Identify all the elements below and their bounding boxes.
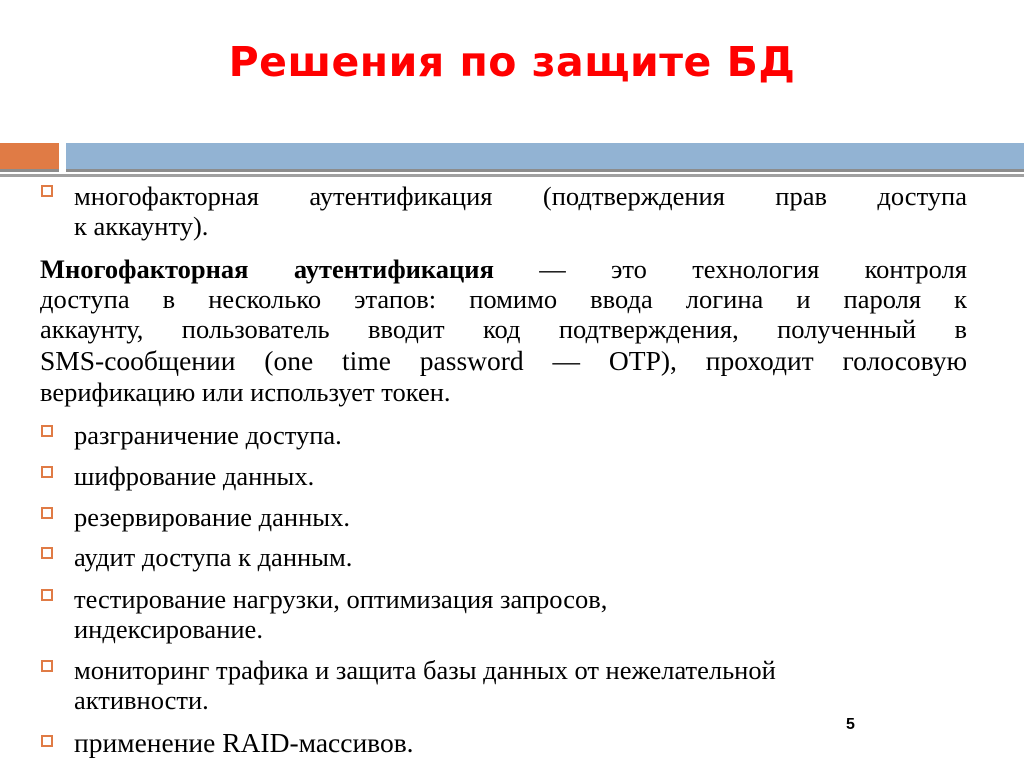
paragraph-line: доступа в несколько этапов: помимо ввода логина и пароля к [40,284,967,314]
list-item-text: активности. [74,685,209,715]
slide-page-number: 5 [846,716,855,733]
definition-text: — это технология контроля [493,254,967,284]
list-item-text: резервирование данных. [74,502,350,532]
list-item-text: мониторинг трафика и защита базы данных от нежелательной [74,655,776,685]
square-bullet-icon [41,547,53,559]
paragraph-line: верификацию или использует токен. [40,377,451,407]
paragraph-line [40,254,967,284]
square-bullet-icon [41,185,53,197]
slide-title: Решения по защите БД [228,38,796,86]
defined-term: Многофакторная аутентификация [40,254,494,284]
square-bullet-icon [41,507,53,519]
paragraph-line: аккаунту, пользователь вводит код подтверждения, полученный в [40,314,967,344]
paragraph-line: SMS-сообщении (one time password — OTP), проходит голосовую [40,346,967,376]
list-item-text: к аккаунту). [74,211,209,241]
square-bullet-icon [41,660,53,672]
square-bullet-icon [41,425,53,437]
list-item-text: аудит доступа к данным. [74,542,353,572]
list-item-text: индексирование. [74,614,263,644]
square-bullet-icon [41,735,53,747]
list-item-text: применение RAID-массивов. [74,727,414,758]
square-bullet-icon [41,589,53,601]
list-item-text: шифрование данных. [74,461,315,491]
square-bullet-icon [41,466,53,478]
list-item-text: разграничение доступа. [74,420,342,450]
list-item-text: многофакторная аутентификация (подтверждения прав доступа [74,181,967,211]
list-item-text: тестирование нагрузки, оптимизация запросов, [74,584,608,614]
